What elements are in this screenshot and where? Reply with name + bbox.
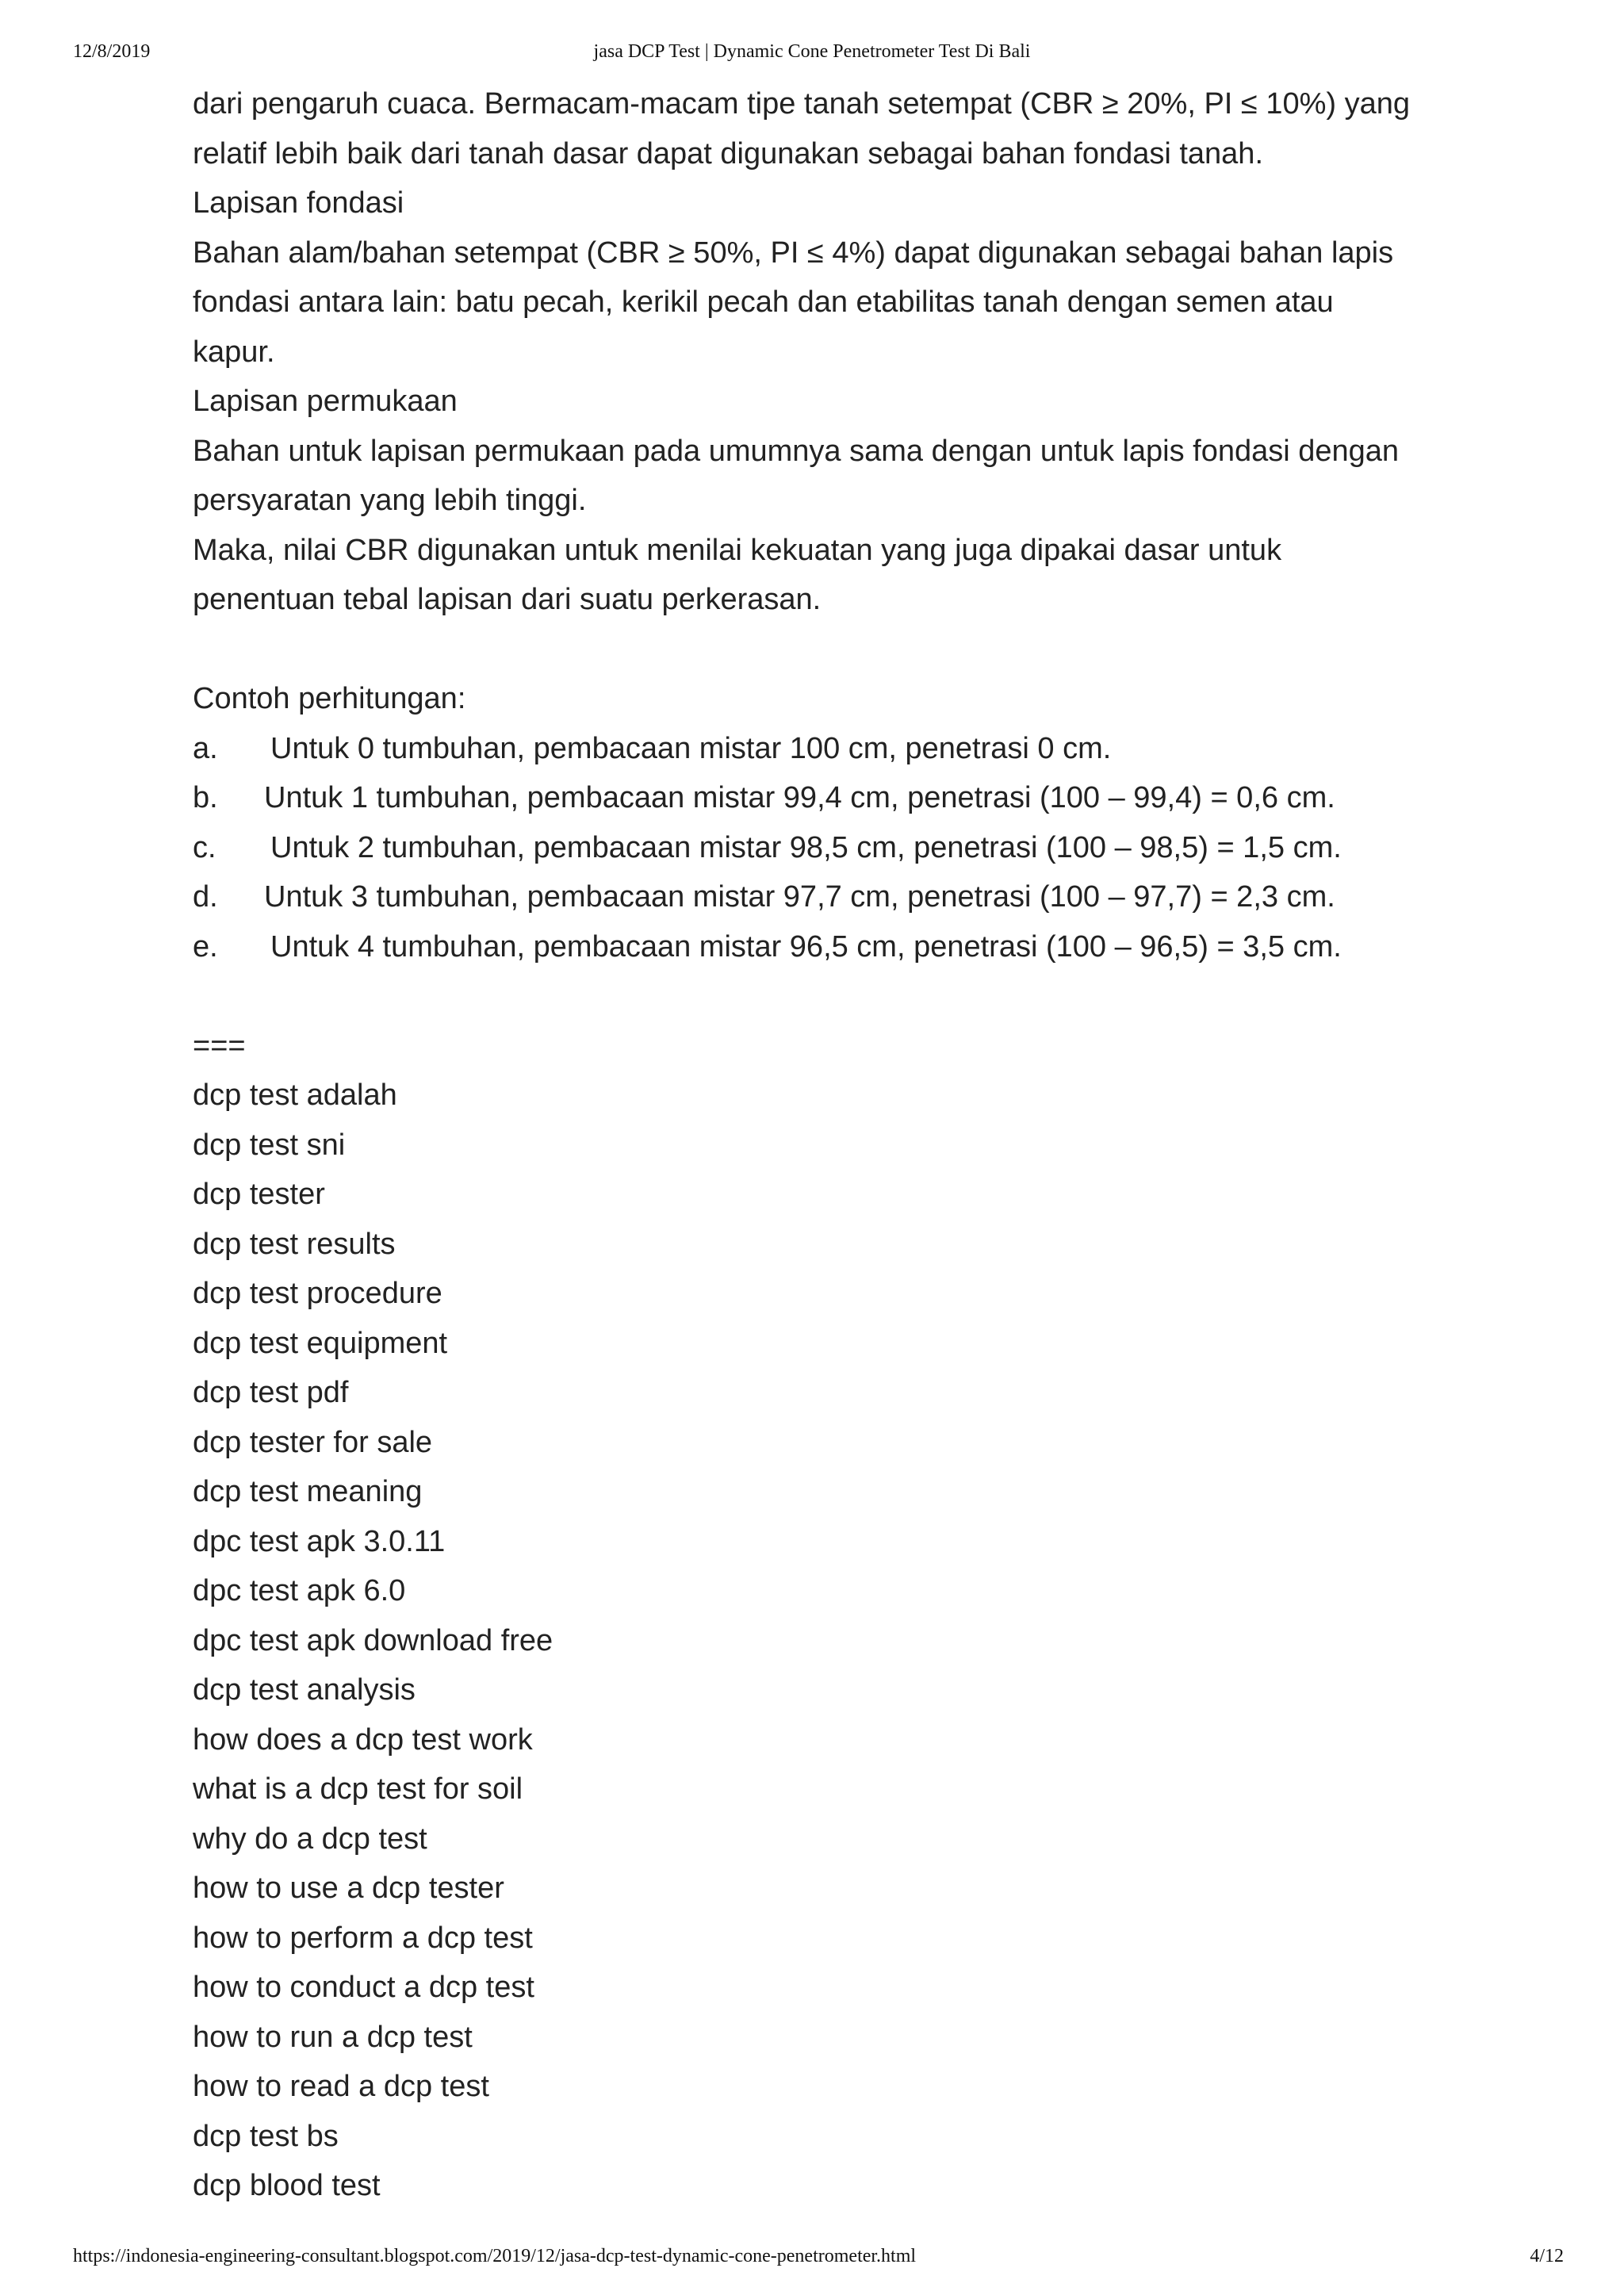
example-text: Untuk 4 tumbuhan, pembacaan mistar 96,5 cm, penetrasi (100 – 96,5) = 3,5 cm.: [270, 929, 1342, 964]
keyword-line: dcp test pdf: [193, 1376, 349, 1409]
keyword-line: dcp tester for sale: [193, 1425, 433, 1459]
keyword-line: what is a dcp test for soil: [193, 1772, 523, 1806]
paragraph-line: Maka, nilai CBR digunakan untuk menilai kekuatan yang juga dipakai dasar untuk: [193, 533, 1282, 567]
paragraph-line: dari pengaruh cuaca. Bermacam-macam tipe tanah setempat (CBR ≥ 20%, PI ≤ 10%) yang: [193, 87, 1410, 121]
paragraph-line: relatif lebih baik dari tanah dasar dapat digunakan sebagai bahan fondasi tanah.: [193, 136, 1264, 170]
keyword-line: dpc test apk 6.0: [193, 1574, 406, 1607]
example-item: [193, 773, 1461, 823]
print-header: [0, 41, 1624, 70]
keyword-line: dcp blood test: [193, 2169, 381, 2202]
section-label-lapisan-permukaan: Lapisan permukaan: [193, 385, 458, 418]
print-date: 12/8/2019: [73, 41, 151, 62]
list-marker: a.: [193, 731, 218, 765]
keyword-line: dcp test procedure: [193, 1277, 442, 1310]
spacer: [193, 625, 1461, 675]
example-text: Untuk 3 tumbuhan, pembacaan mistar 97,7 cm, penetrasi (100 – 97,7) = 2,3 cm.: [264, 880, 1335, 914]
list-marker: c.: [193, 830, 216, 864]
keyword-line: how does a dcp test work: [193, 1722, 533, 1757]
article-body: [193, 79, 1461, 2211]
keyword-line: how to read a dcp test: [193, 2070, 489, 2103]
keyword-line: how to conduct a dcp test: [193, 1971, 534, 2004]
paragraph-line: kapur.: [193, 335, 275, 369]
keyword-line: dpc test apk 3.0.11: [193, 1524, 446, 1558]
paragraph-line: persyaratan yang lebih tinggi.: [193, 484, 587, 517]
example-item: [193, 872, 1461, 922]
keyword-line: dcp test results: [193, 1227, 396, 1261]
paragraph-line: Bahan untuk lapisan permukaan pada umumnya sama dengan untuk lapis fondasi dengan: [193, 434, 1400, 468]
keyword-line: how to run a dcp test: [193, 2020, 473, 2054]
print-page-title: jasa DCP Test | Dynamic Cone Penetrometer Test Di Bali: [593, 41, 1031, 62]
example-text: Untuk 1 tumbuhan, pembacaan mistar 99,4 cm, penetrasi (100 – 99,4) = 0,6 cm.: [264, 781, 1335, 814]
list-marker: b.: [193, 781, 218, 814]
example-item: [193, 922, 1461, 972]
example-item: [193, 823, 1461, 873]
list-marker: d.: [193, 880, 218, 914]
section-label-lapisan-fondasi: Lapisan fondasi: [193, 186, 404, 220]
keyword-line: how to perform a dcp test: [193, 1921, 533, 1955]
separator-text: ===: [193, 1029, 246, 1063]
paragraph-line: penentuan tebal lapisan dari suatu perkerasan.: [193, 583, 822, 616]
keyword-line: dcp tester: [193, 1178, 325, 1211]
keyword-line: why do a dcp test: [193, 1822, 427, 1856]
keyword-line: dcp test adalah: [193, 1079, 397, 1112]
spacer: [193, 971, 1461, 1021]
list-marker: e.: [193, 929, 218, 964]
example-text: Untuk 0 tumbuhan, pembacaan mistar 100 cm, penetrasi 0 cm.: [270, 731, 1112, 765]
keyword-line: dpc test apk download free: [193, 1623, 553, 1657]
example-item: [193, 724, 1461, 774]
keyword-line: how to use a dcp tester: [193, 1872, 504, 1905]
keyword-line: dcp test equipment: [193, 1326, 448, 1360]
keyword-line: dcp test bs: [193, 2119, 339, 2153]
keyword-line: dcp test meaning: [193, 1475, 423, 1508]
example-heading: Contoh perhitungan:: [193, 682, 466, 715]
page-number: 4/12: [1530, 2246, 1564, 2266]
example-text: Untuk 2 tumbuhan, pembacaan mistar 98,5 cm, penetrasi (100 – 98,5) = 1,5 cm.: [270, 830, 1342, 864]
page-url: https://indonesia-engineering-consultant.blogspot.com/2019/12/jasa-dcp-test-dynamic-cone-penetrometer.html: [73, 2246, 917, 2266]
paragraph-line: fondasi antara lain: batu pecah, kerikil pecah dan etabilitas tanah dengan semen atau: [193, 285, 1334, 319]
keyword-line: dcp test analysis: [193, 1673, 416, 1707]
keyword-line: dcp test sni: [193, 1128, 346, 1162]
paragraph-line: Bahan alam/bahan setempat (CBR ≥ 50%, PI ≤ 4%) dapat digunakan sebagai bahan lapis: [193, 236, 1394, 270]
print-footer: [0, 2246, 1624, 2274]
